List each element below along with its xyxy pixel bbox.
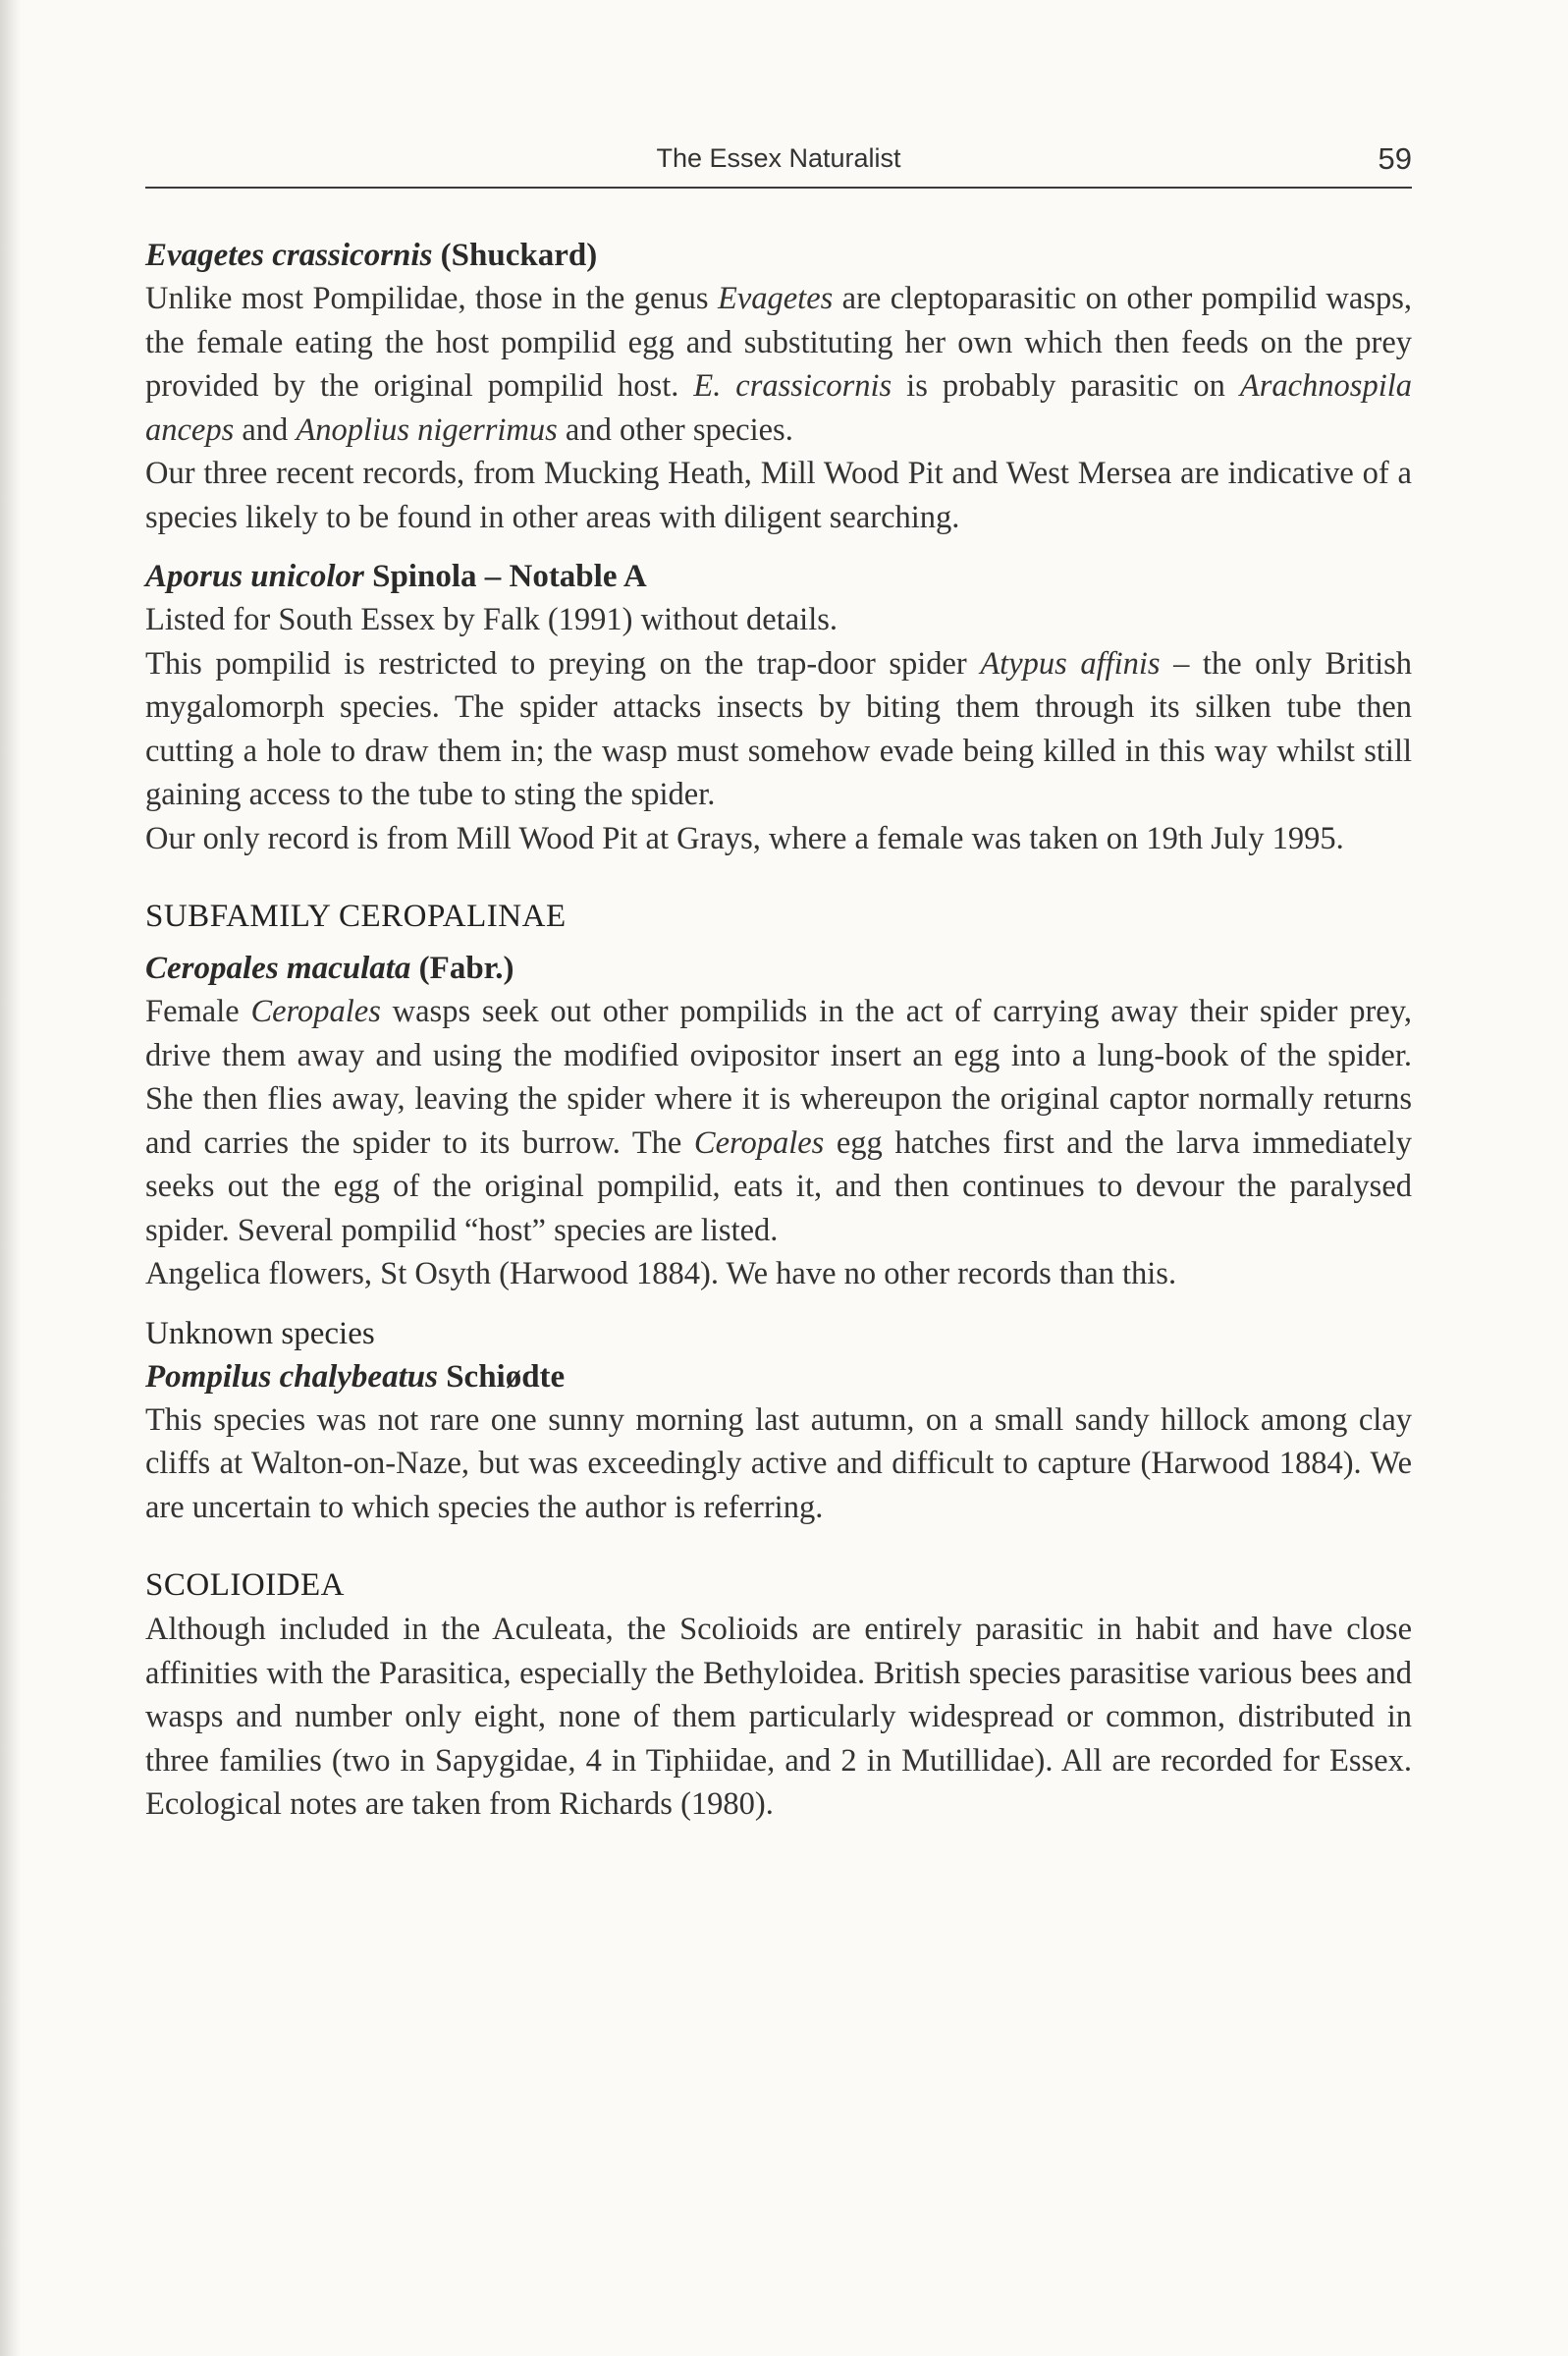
page-content — [145, 234, 1412, 1827]
page-gutter-shadow — [0, 0, 22, 2356]
species-name: Arachnospila anceps — [145, 368, 1413, 448]
paragraph-aporus-3: Our only record is from Mill Wood Pit at Grays, where a female was taken on 19th July 1995. — [145, 820, 1344, 856]
text-run: This pompilid is restricted to preying on the trap-door spider — [145, 645, 981, 682]
species-author: (Shuckard) — [440, 238, 598, 273]
species-name: Evagetes crassicornis — [145, 238, 433, 273]
paragraph-evagetes-2: Our three recent records, from Mucking Heath, Mill Wood Pit and West Mersea are indicative of a species likely to be found in other areas with diligent searching. — [145, 456, 1412, 535]
paragraph-aporus-2 — [145, 642, 1412, 817]
species-author: Spinola – Notable A — [372, 559, 647, 594]
species-author: (Fabr.) — [418, 951, 514, 986]
spacer — [145, 1529, 1412, 1562]
genus-name: Evagetes — [717, 281, 834, 316]
text-run: – the only British mygalomorph species. The spider attacks insects by biting them through its silken tube then cutting a hole to draw them in; the wasp must somehow evade being killed in this way whilst still gaining access to the tube to sting the spider. — [145, 645, 1412, 812]
species-name: Pompilus chalybeatus — [145, 1358, 438, 1395]
species-name: Atypus affinis — [980, 645, 1161, 682]
species-heading-pompilus — [145, 1355, 1412, 1398]
text-run: wasps seek out other pompilids in the act of carrying away their spider prey, drive them away and using the modified ovipositor insert an egg into a lung-book of the spider. She then flies away, leaving the spider where it is whereupon the original captor normally returns and carries the spider to its burrow. The — [145, 994, 1412, 1161]
page-number: 59 — [1378, 141, 1412, 176]
text-run: is probably parasitic on — [892, 368, 1240, 404]
genus-name: Ceropales — [250, 994, 381, 1029]
text-run: are cleptoparasitic on other pompilid wasps, the female eating the host pompilid egg and substituting her own which then feeds on the prey provided by the original pompilid host. — [145, 281, 1412, 404]
text-run: and other species. — [557, 411, 793, 448]
species-name: E. crassicornis — [693, 368, 892, 404]
spacer — [145, 860, 1412, 894]
heading-unknown-species: Unknown species — [145, 1315, 375, 1351]
section-heading-ceropalinae: SUBFAMILY CEROPALINAE — [145, 899, 567, 934]
species-heading-ceropales — [145, 947, 1412, 990]
genus-name: Ceropales — [693, 1124, 825, 1161]
species-heading-evagetes — [145, 234, 1412, 277]
paragraph-ceropales-1 — [145, 990, 1412, 1252]
section-heading-scolioidea: SCOLIOIDEA — [145, 1567, 345, 1603]
paragraph-unknown-1: This species was not rare one sunny morning last autumn, on a small sandy hillock among clay cliffs at Walton-on-Naze, but was exceedingly active and difficult to capture (Harwood 1884). We are uncertain to which species the author is referring. — [145, 1401, 1412, 1525]
text-run: and — [234, 411, 297, 448]
spacer — [145, 539, 1412, 555]
journal-title: The Essex Naturalist — [656, 143, 901, 173]
header-rule — [145, 187, 1412, 189]
text-run: egg hatches first and the larva immediately seeks out the egg of the original pompilid, eats it, and then continues to devour the paralysed spider. Several pompilid “host” species are listed. — [145, 1124, 1412, 1248]
spacer — [145, 939, 1412, 947]
paragraph-aporus-1: Listed for South Essex by Falk (1991) without details. — [145, 602, 838, 637]
species-heading-aporus — [145, 555, 1412, 598]
text-run: Unlike most Pompilidae, those in the genus — [145, 281, 718, 316]
spacer — [145, 1296, 1412, 1312]
paragraph-evagetes-1 — [145, 277, 1412, 452]
paragraph-ceropales-2: Angelica flowers, St Osyth (Harwood 1884). We have no other records than this. — [145, 1256, 1177, 1291]
paragraph-scolioidea-1: Although included in the Aculeata, the Scolioids are entirely parasitic in habit and have close affinities with the Parasitica, especially the Bethyloidea. British species parasitise various bees and wasps and number only eight, none of them particularly widespread or common, distributed in three families (two in Sapygidae, 4 in Tiphiidae, and 2 in Mutillidae). All are recorded for Essex. Ecological notes are taken from Richards (1980). — [145, 1612, 1412, 1822]
species-name: Ceropales maculata — [145, 951, 411, 986]
species-author: Schiødte — [446, 1358, 566, 1395]
running-head — [145, 137, 1412, 187]
species-name: Anoplius nigerrimus — [296, 411, 558, 448]
species-name: Aporus unicolor — [145, 559, 364, 594]
text-run: Female — [145, 994, 251, 1029]
